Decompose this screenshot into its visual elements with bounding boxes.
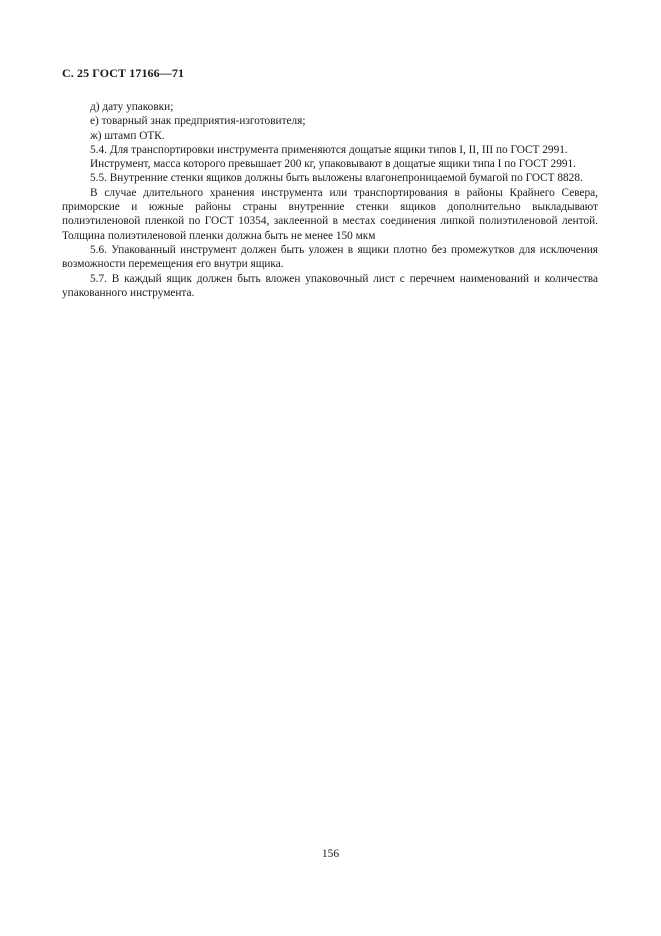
list-item-zh: ж) штамп ОТК. bbox=[90, 129, 165, 142]
clause-5-4: 5.4. Для транспортировки инструмента применяются дощатые ящики типов I, II, III по ГОСТ 2991. bbox=[90, 143, 568, 156]
clause-5-4-heavy: Инструмент, масса которого превышает 200 кг, упаковывают в дощатые ящики типа I по ГОСТ 2991. bbox=[90, 158, 576, 171]
document-body bbox=[62, 100, 598, 300]
clause-5-7: 5.7. В каждый ящик должен быть вложен упаковочный лист с перечнем наименований и количества упакованного инструмента. bbox=[62, 272, 598, 299]
page-header: С. 25 ГОСТ 17166—71 bbox=[62, 66, 185, 80]
clause-5-5: 5.5. Внутренние стенки ящиков должны быть выложены влагонепроницаемой бумагой по ГОСТ 8828. bbox=[90, 172, 583, 185]
page-number: 156 bbox=[321, 848, 340, 860]
list-item-d: д) дату упаковки; bbox=[90, 101, 174, 113]
clause-5-6: 5.6. Упакованный инструмент должен быть уложен в ящики плотно без промежутков для исключения возможности перемещения его внутри ящика. bbox=[62, 243, 598, 271]
clause-5-5-north: В случае длительного хранения инструмента или транспортирования в районы Крайнего Севера, приморские и южные районы страны внутренние стенки ящиков дополнительно выкладывают полиэтиленовой пленкой по ГОСТ 10354, заклеенной в местах соединения липкой полиэтиленовой лентой. Толщина полиэтиленовой пленки должна быть не менее 150 мкм bbox=[62, 186, 598, 242]
list-item-e: е) товарный знак предприятия-изготовителя; bbox=[90, 115, 306, 128]
